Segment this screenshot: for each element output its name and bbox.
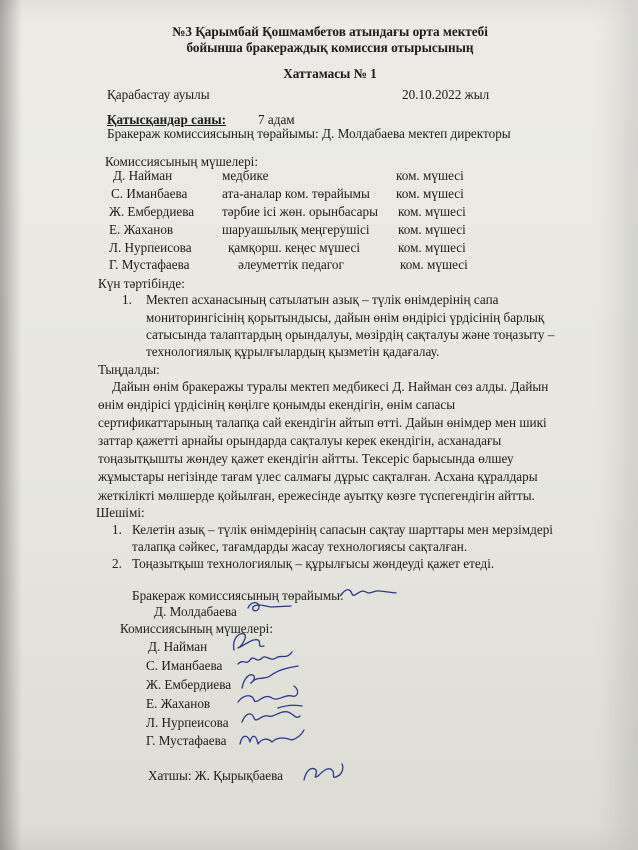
members-sign-label: Комиссиясының мүшелері:	[120, 621, 274, 636]
decision-line: талапқа сәйкес, тағамдарды жасау технологиясы сақталған.	[132, 539, 468, 554]
member-role: ата-аналар ком. төрайымы	[222, 186, 370, 201]
signer-name: Г. Мустафаева	[146, 733, 227, 748]
member-name: Г. Мустафаева	[109, 257, 190, 272]
decision-number: 1.	[112, 522, 122, 537]
decision-number: 2.	[112, 556, 122, 571]
secretary-line: Хатшы: Ж. Қырықбаева	[148, 768, 284, 783]
agenda-number: 1.	[122, 292, 132, 307]
member-role: медбике	[222, 168, 269, 183]
chair-signature-icon	[338, 584, 398, 604]
member-role: қамқорш. кеңес мүшесі	[228, 240, 361, 255]
member-role: әлеуметтік педагог	[238, 257, 344, 272]
decision-line: Келетін азық – түлік өнімдерінің сапасын сақтау шарттары мен мерзімдері	[132, 522, 553, 537]
attendance-label: Қатысқандар саны:	[107, 112, 227, 127]
member-role: шаруашылық меңгерушісі	[222, 222, 370, 237]
agenda-heading: Күн тәртібінде:	[98, 276, 185, 291]
member-name: Л. Нурпеисова	[109, 240, 192, 255]
member-status: ком. мүшесі	[398, 240, 466, 255]
chair-initials-signature-icon	[245, 598, 295, 616]
members-heading: Комиссиясының мүшелері:	[105, 154, 259, 169]
member-status: ком. мүшесі	[396, 168, 464, 183]
listened-line: сертификаттарының талапқа сай екендігін айтып өтті. Дайын өнімдер мен шикі	[98, 415, 547, 430]
chair-sign-label: Бракераж комиссиясының төрайымы:	[132, 588, 344, 603]
signature-mustafaeva-icon	[236, 726, 306, 750]
page-shadow	[0, 0, 22, 850]
header-line-1: №3 Қарымбай Қошмамбетов атындағы орта мектебі	[172, 24, 488, 39]
agenda-line: технологиялық құрылғылардың қызметін қадағалау.	[146, 344, 440, 359]
member-name: Ж. Ембердиева	[109, 204, 195, 219]
place: Қарабастау ауылы	[107, 87, 210, 102]
decision-heading: Шешімі:	[96, 505, 145, 520]
member-status: ком. мүшесі	[398, 222, 466, 237]
member-role: тәрбие ісі жөн. орынбасары	[222, 204, 378, 219]
attendance-value: 7 адам	[258, 112, 295, 127]
signer-name: Л. Нурпеисова	[146, 715, 229, 730]
agenda-line: мониторингісінің қорытындысы, дайын өнім өндірісі үрдісінің барлық	[146, 310, 545, 325]
signer-name: Е. Жаханов	[146, 696, 211, 711]
chair-line: Бракераж комиссиясының төрайымы: Д. Молдабаева мектеп директоры	[107, 126, 511, 141]
listened-heading: Тыңдалды:	[98, 362, 160, 377]
listened-line: заттар қажетті арнайы орындарда сақталуы керек екендігін, асханадағы	[98, 433, 502, 448]
header-line-2: бойынша бракераждық комиссия отырысының	[186, 40, 474, 55]
decision-line: Тоңазытқыш технологиялық – құрылғысы жөндеуді қажет етеді.	[132, 556, 495, 571]
document-title: Хаттамасы № 1	[283, 66, 377, 81]
member-status: ком. мүшесі	[400, 257, 468, 272]
member-name: С. Иманбаева	[111, 186, 188, 201]
member-name: Е. Жаханов	[109, 222, 174, 237]
signer-name: С. Иманбаева	[146, 658, 223, 673]
member-status: ком. мүшесі	[398, 204, 466, 219]
signature-kyrykbaeva-icon	[300, 760, 346, 786]
listened-line: Дайын өнім бракеражы туралы мектеп медбикесі Д. Найман сөз алды. Дайын	[112, 379, 549, 394]
signer-name: Ж. Ембердиева	[146, 677, 232, 692]
listened-line: жұмыстары негізінде тағам үлес салмағы дұрыс сақталған. Асхана құралдары	[98, 469, 538, 484]
listened-line: тоңазытқышты жөндеу қажет екендігін айтты. Тексеріс барысында өлшеу	[98, 451, 514, 466]
listened-line: өнім өндірісі үрдісінің көңілге қонымды екендігін, өнім сапасы	[98, 397, 456, 412]
listened-line: жеткілікті мөлшерде қойылған, ережесінде ауытқу көзге түспегендігін айтты.	[98, 488, 535, 503]
member-name: Д. Найман	[113, 168, 173, 183]
signer-name: Д. Найман	[148, 639, 208, 654]
member-status: ком. мүшесі	[396, 186, 464, 201]
date: 20.10.2022 жыл	[402, 87, 490, 102]
agenda-line: сатысында талаптардың орындалуы, мөзірдің сақталуы және тоңазыту –	[146, 327, 555, 342]
agenda-line: Мектеп асханасының сатылатын азық – түлік өнімдерінің сапа	[146, 292, 499, 307]
chair-sign-name: Д. Молдабаева	[154, 604, 237, 619]
